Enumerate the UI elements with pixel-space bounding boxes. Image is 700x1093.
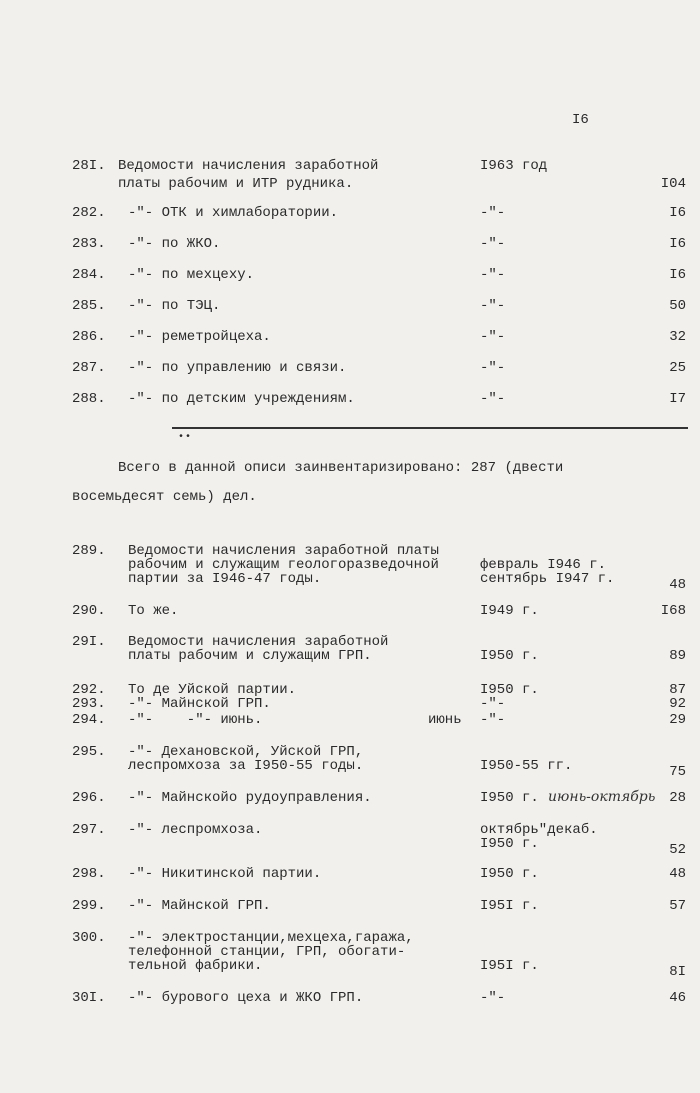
- entry-count: 87: [669, 682, 686, 698]
- entry-number: 30I.: [72, 990, 106, 1006]
- entry-description: -"- по управлению и связи.: [128, 360, 347, 376]
- entry-date: -"-: [480, 298, 506, 314]
- entry-number: 293.: [72, 696, 106, 712]
- entry-count: I6: [669, 267, 686, 283]
- entry-count: I04: [660, 176, 686, 192]
- entry-date: I949 г.: [480, 603, 539, 619]
- entry-date: -"-: [480, 236, 506, 252]
- entry-description: Ведомости начисления заработной: [118, 158, 379, 174]
- entry-date: I963 год: [480, 158, 548, 174]
- entry-count: 46: [669, 990, 686, 1006]
- entry-number: 29I.: [72, 634, 106, 650]
- entry-count: 52: [669, 842, 686, 858]
- entry-count: I6: [669, 236, 686, 252]
- entry-count: I6: [669, 205, 686, 221]
- entry-date: I950 г.: [480, 648, 539, 664]
- entry-date: -"-: [480, 360, 506, 376]
- entry-description: -"- по мехцеху.: [128, 267, 255, 283]
- entry-count: I7: [669, 391, 686, 407]
- entry-number: 299.: [72, 898, 106, 914]
- summary-line-2: восемьдесят семь) дел.: [72, 489, 257, 505]
- entry-description: телефонной станции, ГРП, обогати-: [128, 944, 406, 960]
- entry-description: тельной фабрики.: [128, 958, 263, 974]
- entry-count: 29: [669, 712, 686, 728]
- entry-description: -"- по детским учреждениям.: [128, 391, 355, 407]
- entry-description: Ведомости начисления заработной: [128, 634, 389, 650]
- entry-count: 48: [669, 577, 686, 593]
- entry-number: 287.: [72, 360, 106, 376]
- entry-number: 292.: [72, 682, 106, 698]
- entry-description: -"- бурового цеха и ЖКО ГРП.: [128, 990, 364, 1006]
- entry-description: рабочим и служащим геологоразведочной: [128, 557, 439, 573]
- entry-number: 289.: [72, 543, 106, 559]
- entry-number: 300.: [72, 930, 106, 946]
- entry-date: февраль I946 г.: [480, 557, 607, 573]
- entry-number: 297.: [72, 822, 106, 838]
- entry-date: -"-: [480, 329, 506, 345]
- entry-description: -"- ОТК и химлаборатории.: [128, 205, 339, 221]
- entry-description: Ведомости начисления заработной платы: [128, 543, 439, 559]
- entry-description: -"- Майнскойо рудоуправления.: [128, 790, 372, 806]
- entry-date: -"-: [480, 696, 506, 712]
- entry-number: 288.: [72, 391, 106, 407]
- entry-description: -"- по ТЭЦ.: [128, 298, 221, 314]
- entry-number: 28I.: [72, 158, 106, 174]
- entry-number: 290.: [72, 603, 106, 619]
- separator-line: [172, 427, 688, 429]
- entry-count: 92: [669, 696, 686, 712]
- entry-count: 28: [669, 790, 686, 806]
- entry-count: 89: [669, 648, 686, 664]
- entry-count: 25: [669, 360, 686, 376]
- entry-date: I950-55 гг.: [480, 758, 573, 774]
- entry-description: -"- Дехановской, Уйской ГРП,: [128, 744, 364, 760]
- entry-count: I68: [660, 603, 686, 619]
- entry-date: сентябрь I947 г.: [480, 571, 615, 587]
- entry-date: -"-: [480, 990, 506, 1006]
- entry-count: 75: [669, 764, 686, 780]
- entry-description: -"- леспромхоза.: [128, 822, 263, 838]
- entry-date: -"-: [480, 391, 506, 407]
- entry-date: I95I г.: [480, 898, 539, 914]
- entry-date: I950 г.: [480, 790, 539, 806]
- entry-number: 295.: [72, 744, 106, 760]
- entry-number: 284.: [72, 267, 106, 283]
- entry-description: То же.: [128, 603, 179, 619]
- entry-count: 32: [669, 329, 686, 345]
- entry-date: I950 г.: [480, 866, 539, 882]
- summary-line-1: Всего в данной описи заинвентаризировано: 287 (двести: [118, 460, 564, 476]
- entry-description: -"- Никитинской партии.: [128, 866, 322, 882]
- entry-count: 57: [669, 898, 686, 914]
- entry-description: -"- реметройцеха.: [128, 329, 271, 345]
- page-number: I6: [572, 112, 589, 128]
- separator-dots: ••: [178, 432, 193, 443]
- entry-number: 298.: [72, 866, 106, 882]
- entry-number: 283.: [72, 236, 106, 252]
- entry-description: То де Уйской партии.: [128, 682, 297, 698]
- entry-description: -"- -"- июнь.: [128, 712, 263, 728]
- entry-number: 282.: [72, 205, 106, 221]
- entry-description: партии за I946-47 годы.: [128, 571, 322, 587]
- entry-description: -"- электростанции,мехцеха,гаража,: [128, 930, 414, 946]
- entry-description: платы рабочим и ИТР рудника.: [118, 176, 354, 192]
- entry-description: -"- Майнской ГРП.: [128, 898, 271, 914]
- entry-date: -"-: [480, 712, 506, 728]
- entry-description: -"- Майнской ГРП.: [128, 696, 271, 712]
- entry-description: леспромхоза за I950-55 годы.: [128, 758, 364, 774]
- entry-number: 285.: [72, 298, 106, 314]
- entry-number: 296.: [72, 790, 106, 806]
- entry-date: -"-: [480, 205, 506, 221]
- entry-number: 286.: [72, 329, 106, 345]
- entry-description: платы рабочим и служащим ГРП.: [128, 648, 372, 664]
- entry-count: 8I: [669, 964, 686, 980]
- entry-count: 48: [669, 866, 686, 882]
- entry-number: 294.: [72, 712, 106, 728]
- entry-date: -"-: [480, 267, 506, 283]
- entry-description: -"- по ЖКО.: [128, 236, 221, 252]
- entry-date: октябрь"декаб.: [480, 822, 598, 838]
- handwritten-annotation: июнь-октябрь: [548, 789, 656, 805]
- entry-date: I950 г.: [480, 836, 539, 852]
- entry-count: 50: [669, 298, 686, 314]
- entry-date: I950 г.: [480, 682, 539, 698]
- entry-date: I95I г.: [480, 958, 539, 974]
- entry-note: июнь: [428, 712, 462, 728]
